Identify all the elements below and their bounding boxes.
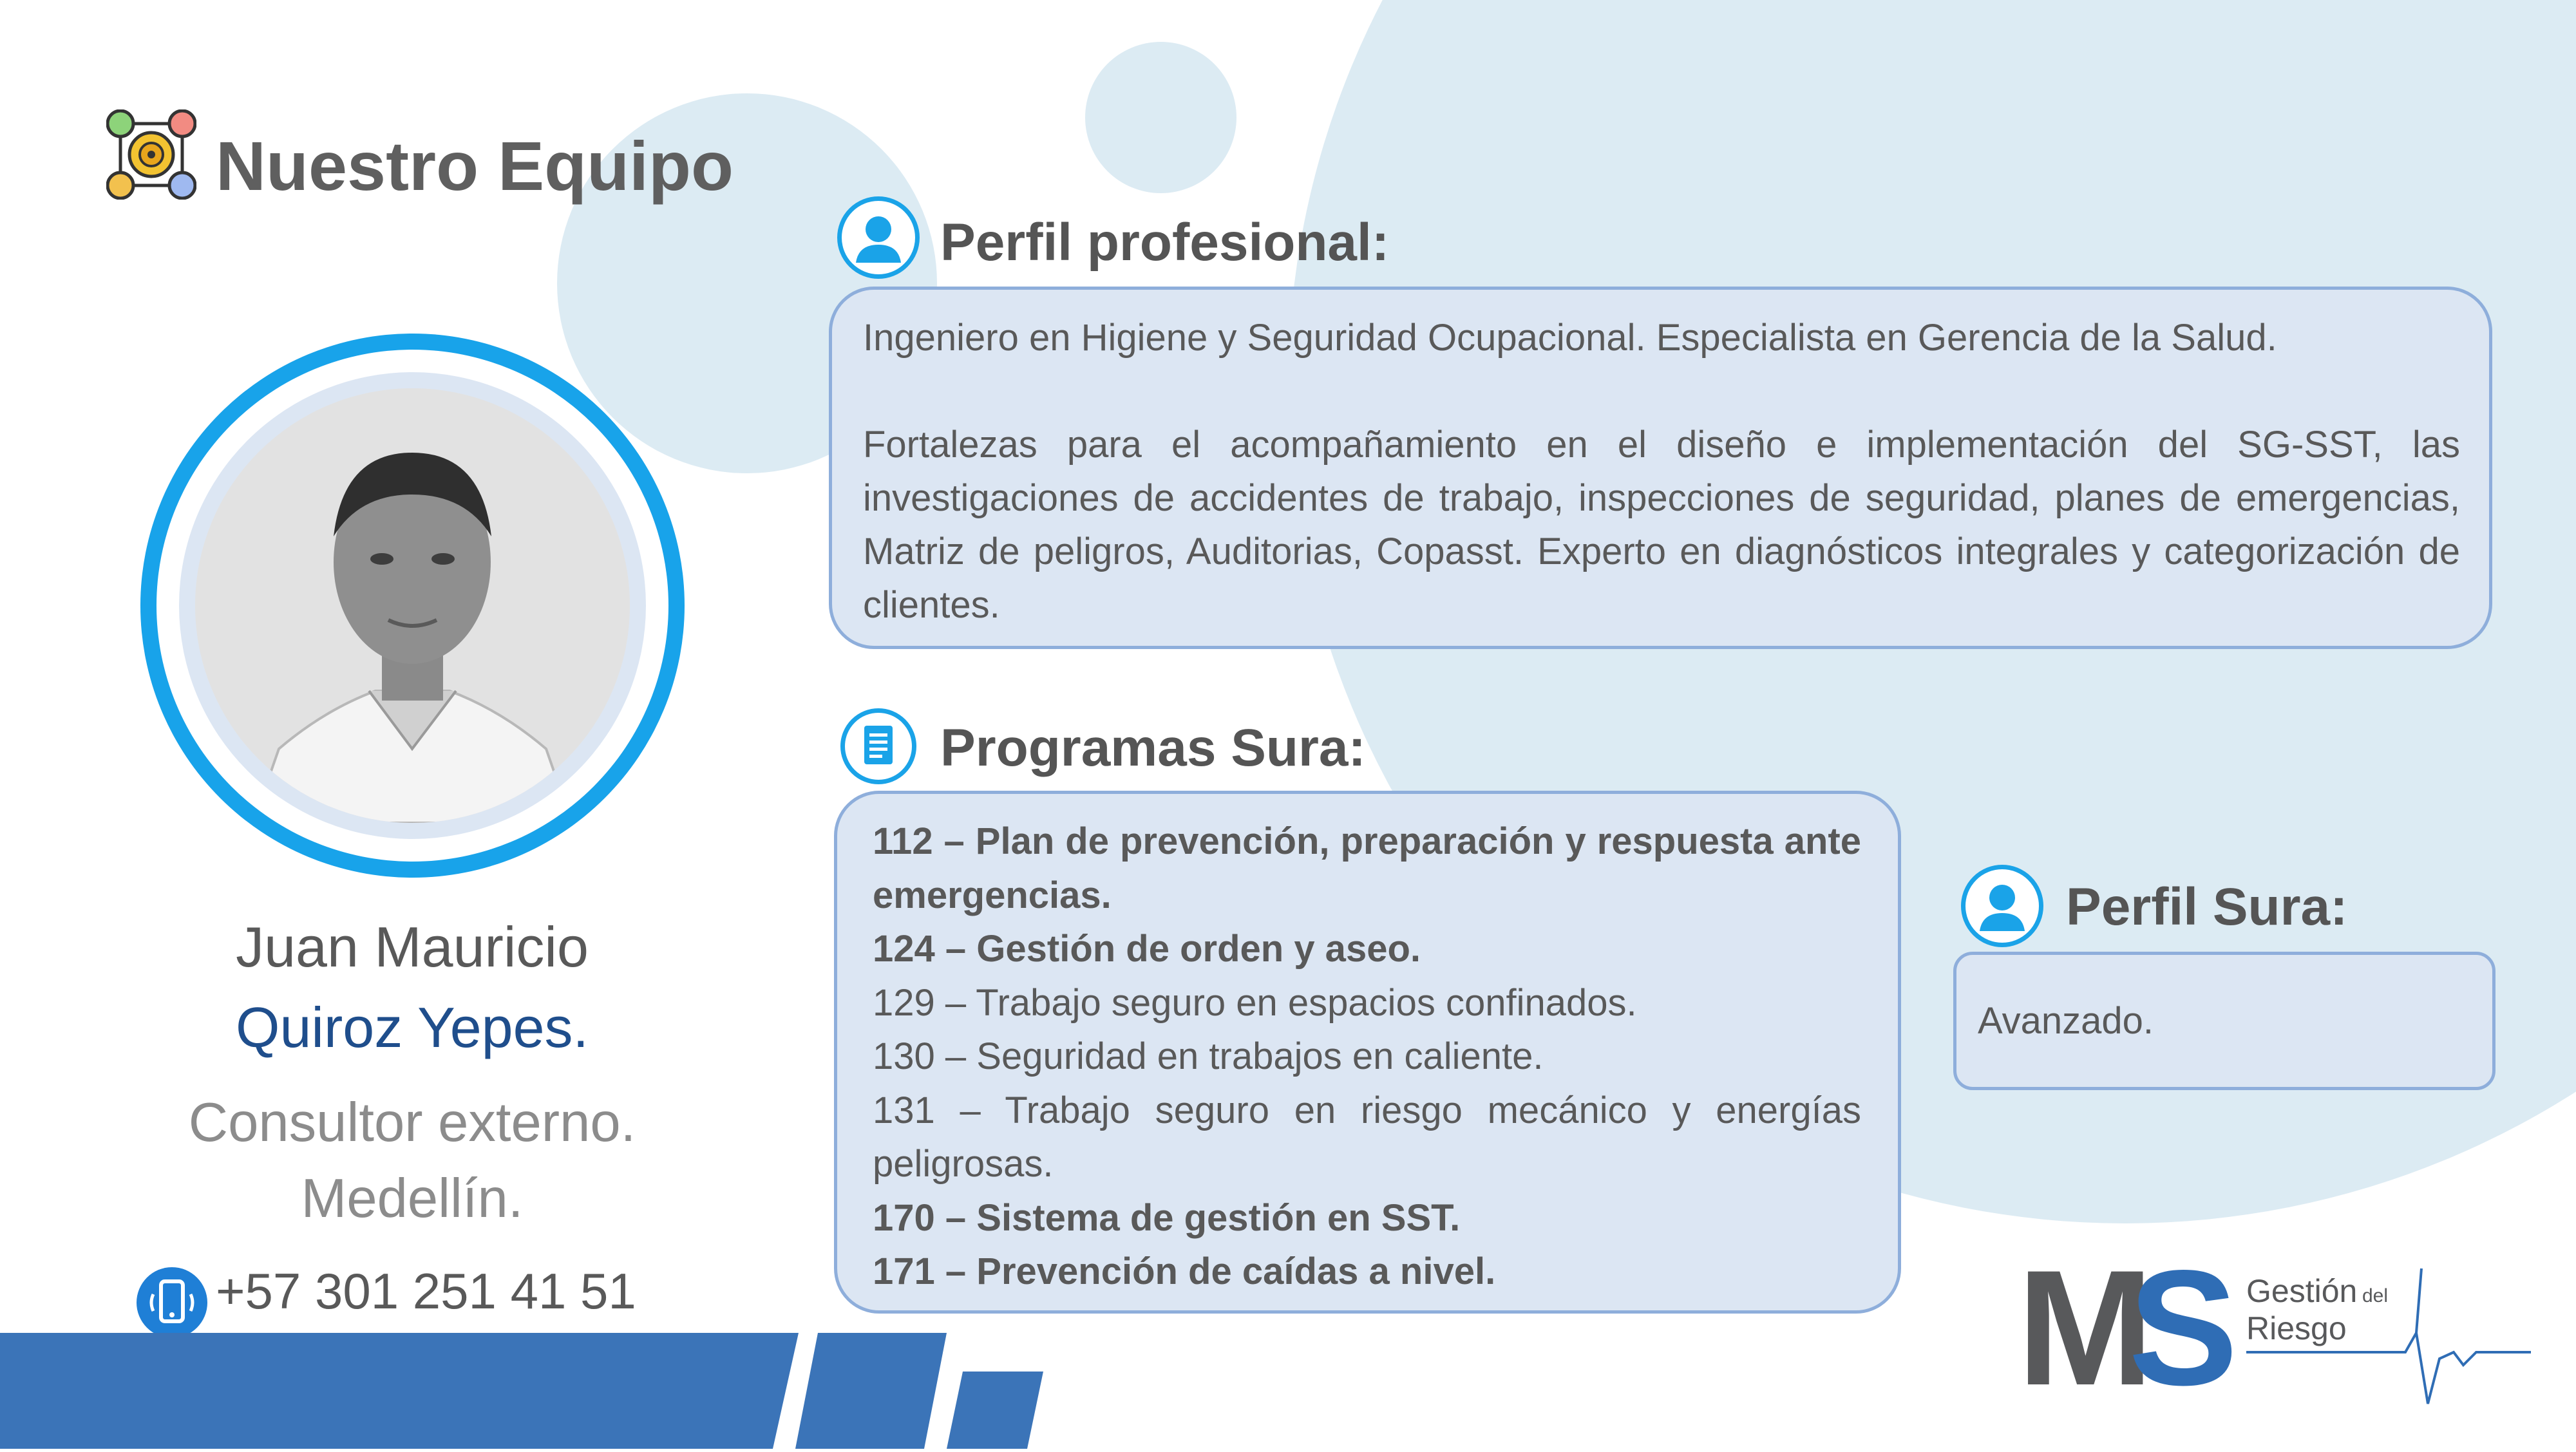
perfil-profesional-paragraph-1: Ingeniero en Higiene y Seguridad Ocupacional. Especialista en Gerencia de la Salud. — [863, 317, 2277, 359]
user-icon — [837, 196, 920, 279]
phone-number: +57 301 251 41 51 — [216, 1263, 636, 1319]
programa-170: 170 – Sistema de gestión en SST. — [873, 1196, 1461, 1239]
programas-sura-title: Programas Sura: — [940, 719, 1366, 777]
programa-171: 171 – Prevención de caídas a nivel. — [873, 1250, 1496, 1292]
document-list-icon — [840, 708, 916, 784]
svg-text:S: S — [2128, 1256, 2239, 1410]
programa-129: 129 – Trabajo seguro en espacios confinados. — [873, 981, 1637, 1024]
programa-131: 131 – Trabajo seguro en riesgo mecánico y energías peligrosas. — [873, 1089, 1861, 1185]
svg-text:Riesgo: Riesgo — [2246, 1310, 2347, 1346]
svg-text:M: M — [2017, 1256, 2135, 1410]
person-first-names: Juan Mauricio — [236, 915, 589, 979]
background-circle-small — [1085, 42, 1236, 193]
team-network-icon — [106, 109, 196, 200]
perfil-profesional-paragraph-2: Fortalezas para el acompañamiento en el diseño e implementación del SG-SST, las investigaciones de accidentes de trabajo, inspecciones de seguridad, planes de emergencias, Matriz de peligros, Auditorias, Copasst. Experto en diagnósticos integrales y categorización de clientes. — [863, 424, 2460, 626]
perfil-sura-title: Perfil Sura: — [2066, 878, 2348, 936]
person-city: Medellín. — [301, 1168, 524, 1229]
person-role-location — [0, 1085, 824, 1237]
page-title: Nuestro Equipo — [216, 127, 734, 205]
user-icon — [1961, 865, 2043, 947]
person-last-names: Quiroz Yepes. — [236, 995, 589, 1059]
programa-112: 112 – Plan de prevención, preparación y respuesta ante emergencias. — [873, 820, 1861, 916]
programas-sura-box — [834, 791, 1901, 1314]
perfil-profesional-title: Perfil profesional: — [940, 213, 1390, 272]
perfil-profesional-box — [829, 287, 2492, 649]
programa-124: 124 – Gestión de orden y aseo. — [873, 928, 1421, 970]
person-role: Consultor externo. — [188, 1092, 636, 1153]
mobile-phone-icon — [137, 1267, 207, 1338]
perfil-sura-value: Avanzado. — [1978, 1000, 2154, 1042]
programa-130: 130 – Seguridad en trabajos en caliente. — [873, 1035, 1544, 1077]
ms-gestion-del-riesgo-logo — [2009, 1256, 2544, 1410]
svg-text:Gestión: Gestión — [2246, 1273, 2358, 1309]
perfil-sura-box — [1953, 952, 2496, 1090]
footer-bar-decoration — [0, 1333, 1095, 1449]
profile-photo — [195, 388, 630, 823]
svg-text:del: del — [2362, 1285, 2389, 1306]
